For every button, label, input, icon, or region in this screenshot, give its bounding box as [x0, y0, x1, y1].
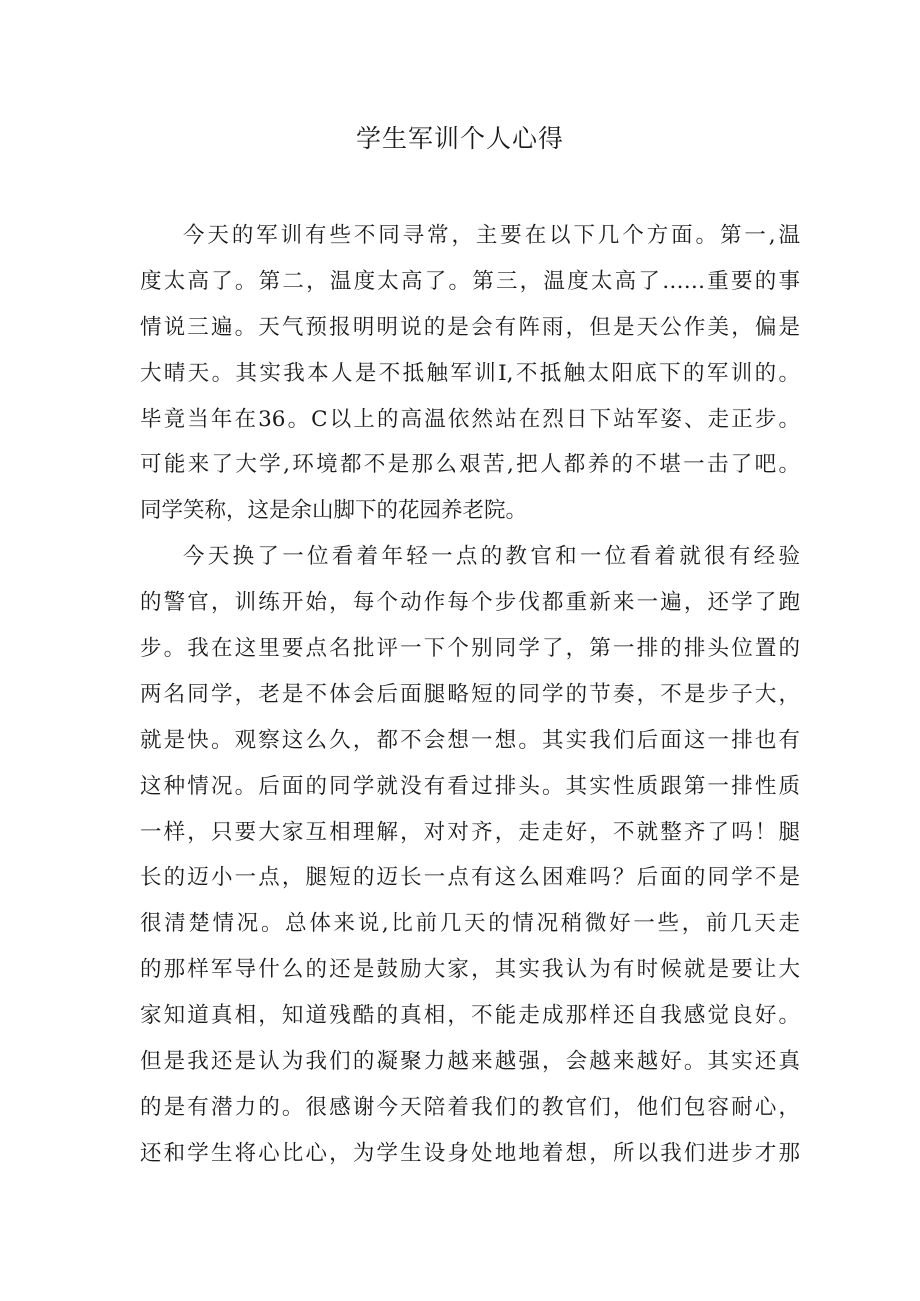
text-line: 但是我还是认为我们的凝聚力越来越强，会越来越好。其实还真 — [140, 1049, 800, 1075]
text-line: 度太高了。第二，温度太高了。第三，温度太高了……重要的事 — [140, 268, 800, 294]
text-line: 的是有潜力的。很感谢今天陪着我们的教官们，他们包容耐心， — [140, 1094, 800, 1120]
text-line: 就是快。观察这么久，都不会想一想。其实我们后面这一排也有 — [140, 727, 800, 753]
document-body — [140, 213, 800, 1177]
text-line: 大晴天。其实我本人是不抵触军训I,不抵触太阳底下的军训的。 — [140, 360, 800, 386]
text-line: 的警官，训练开始，每个动作每个步伐都重新来一遍，还学了跑 — [140, 590, 800, 616]
text-line: 今天换了一位看着年轻一点的教官和一位看着就很有经验 — [183, 544, 800, 570]
text-line: 这种情况。后面的同学就没有看过排头。其实性质跟第一排性质 — [140, 773, 800, 799]
text-line: 情说三遍。天气预报明明说的是会有阵雨，但是天公作美，偏是 — [140, 314, 800, 340]
text-line: 很清楚情况。总体来说,比前几天的情况稍微好一些，前几天走 — [140, 911, 800, 937]
text-line: 长的迈小一点，腿短的迈长一点有这么困难吗？后面的同学不是 — [140, 865, 800, 891]
text-line: 一样，只要大家互相理解，对对齐，走走好，不就整齐了吗！腿 — [140, 819, 800, 845]
paragraph-2 — [140, 534, 800, 1176]
text-line: 家知道真相，知道残酷的真相，不能走成那样还自我感觉良好。 — [140, 1003, 800, 1029]
text-line: 今天的军训有些不同寻常，主要在以下几个方面。第一,温 — [183, 223, 800, 248]
text-line: 毕竟当年在36。C以上的高温依然站在烈日下站军姿、走正步。 — [140, 406, 800, 432]
paragraph-1 — [140, 213, 800, 534]
text-line: 同学笑称，这是余山脚下的花园养老院。 — [140, 498, 528, 524]
text-line: 步。我在这里要点名批评一下个别同学了，第一排的排头位置的 — [140, 636, 800, 662]
text-line: 还和学生将心比心，为学生设身处地地着想，所以我们进步才那 — [140, 1140, 800, 1166]
text-line: 可能来了大学,环境都不是那么艰苦,把人都养的不堪一击了吧。 — [140, 452, 800, 478]
text-line: 两名同学，老是不体会后面腿略短的同学的节奏，不是步子大， — [140, 681, 800, 707]
document-title: 学生军训个人心得 — [355, 124, 564, 153]
text-line: 的那样军导什么的还是鼓励大家，其实我认为有时候就是要让大 — [140, 957, 800, 983]
